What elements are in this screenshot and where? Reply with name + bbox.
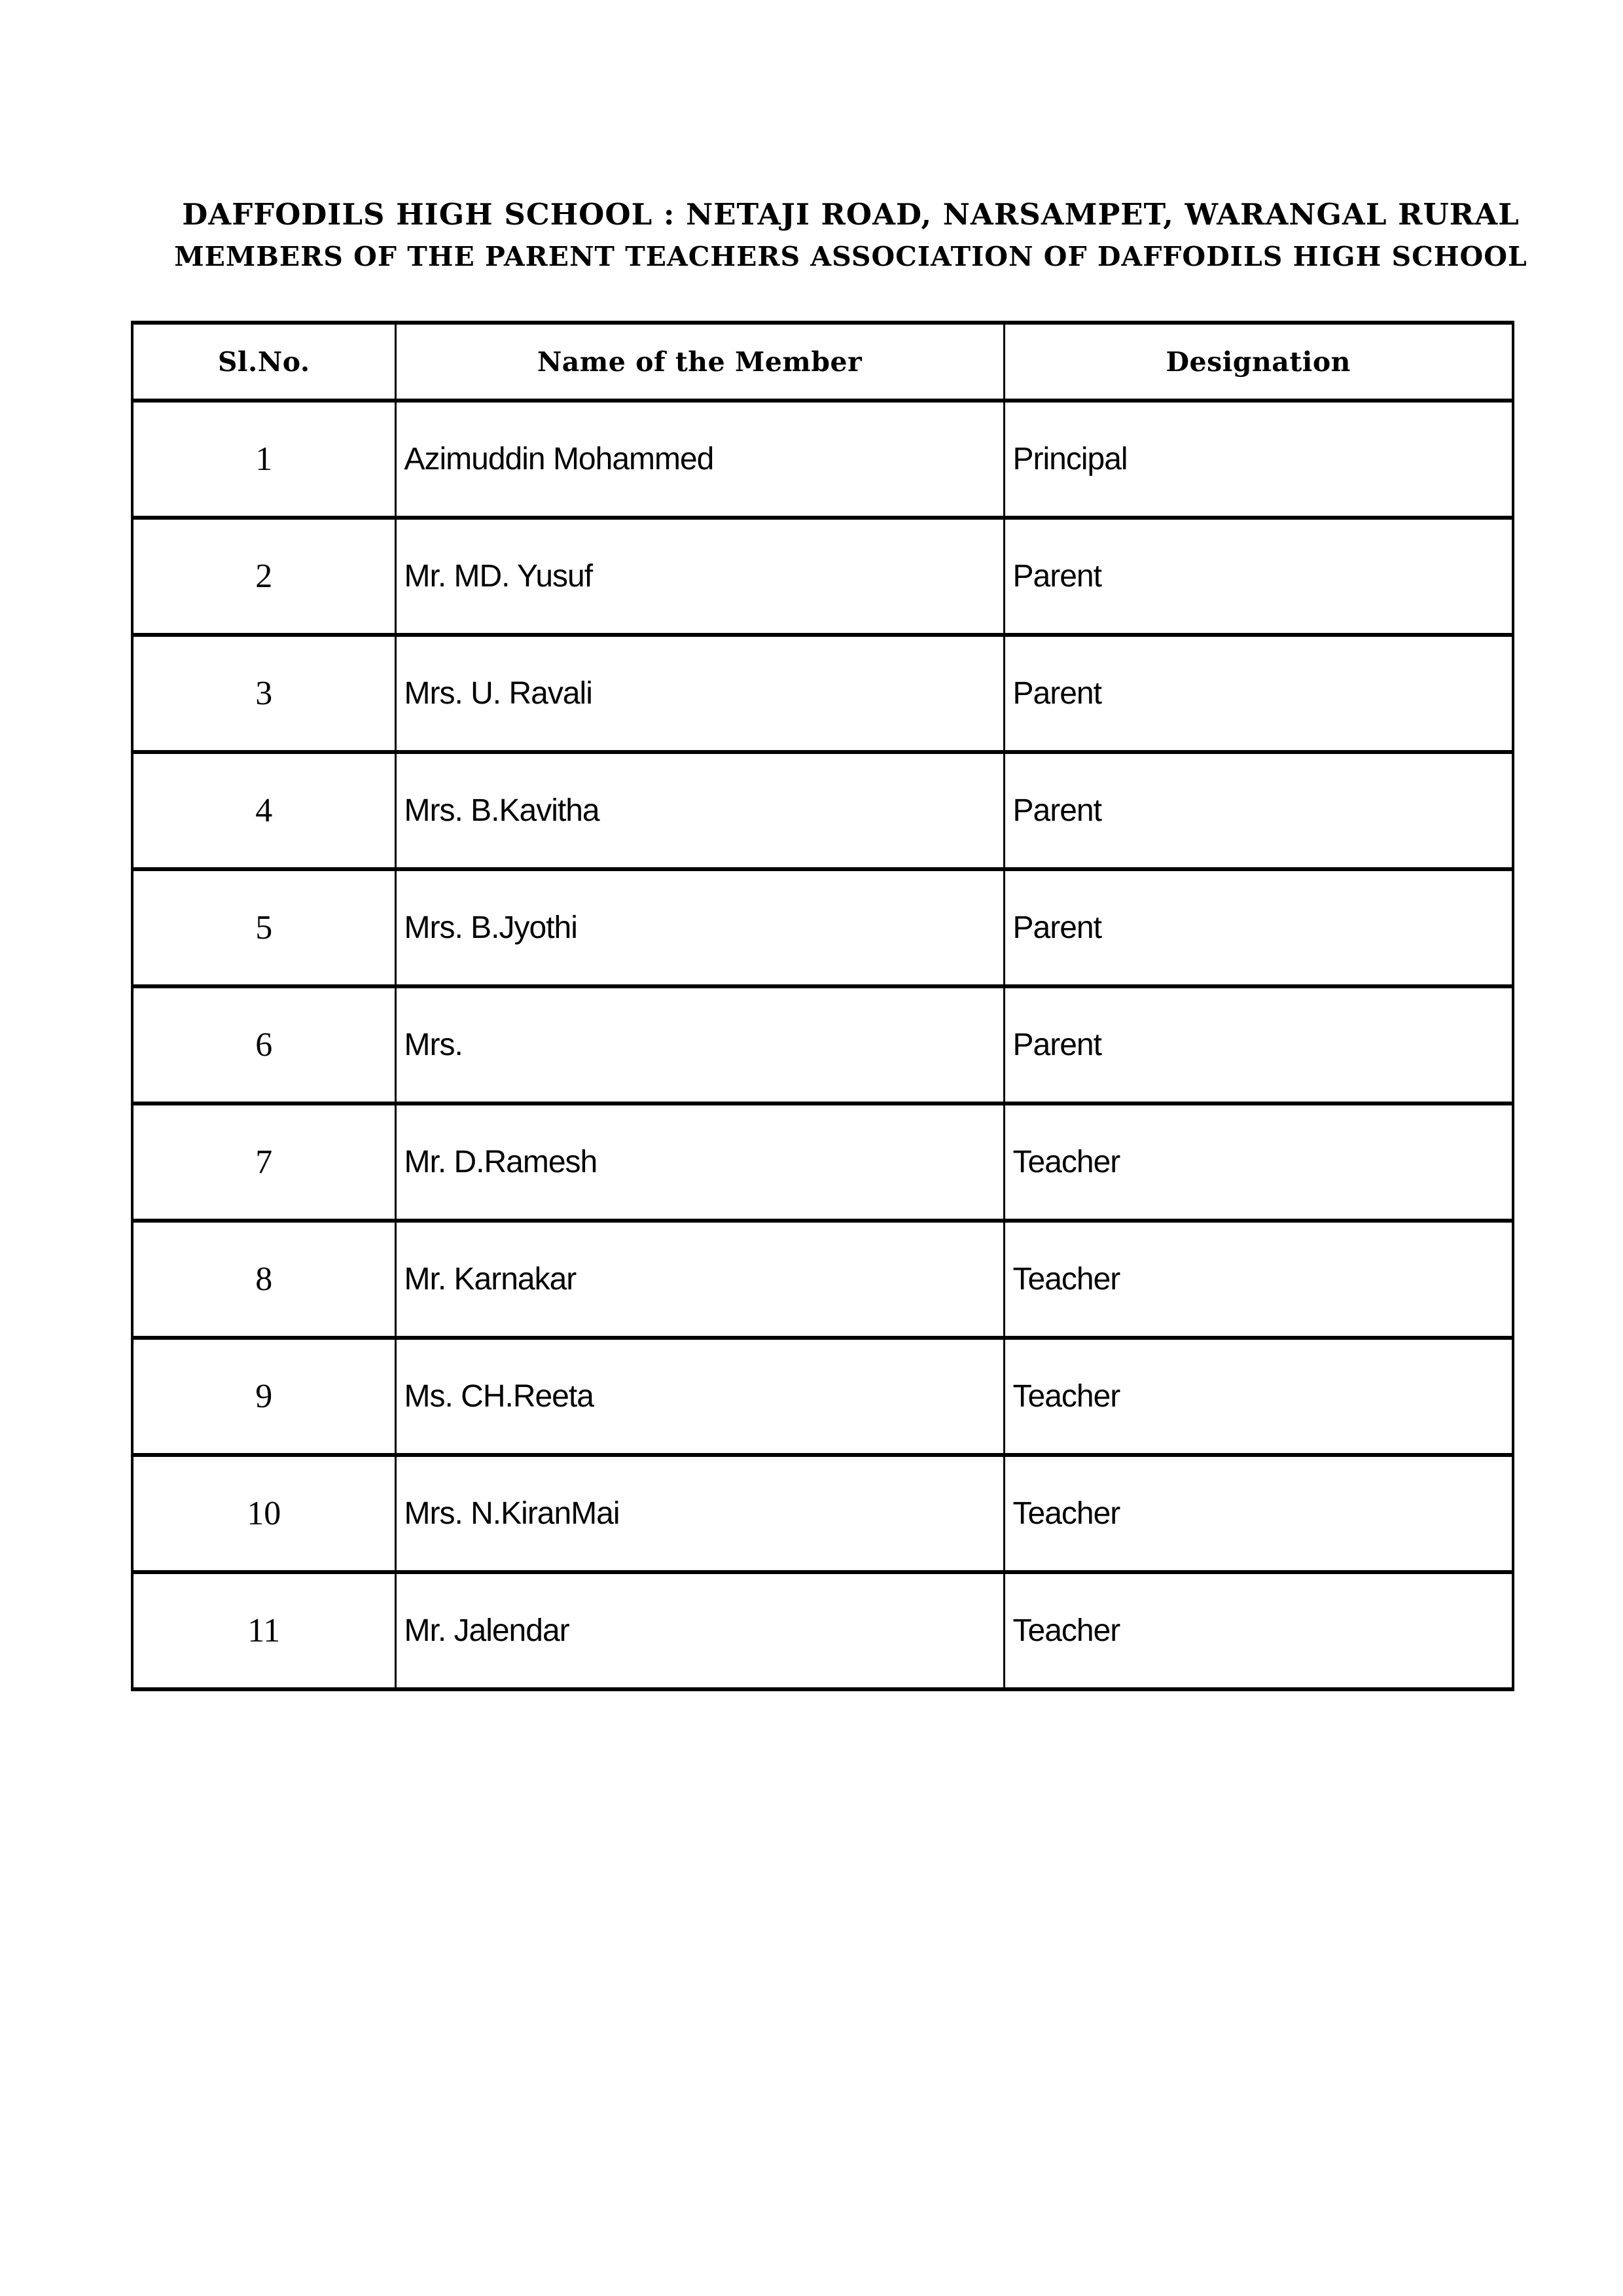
- pta-members-table: [131, 321, 1514, 1691]
- table-row: [132, 1455, 1513, 1572]
- name-cell: Mrs. B.Jyothi: [395, 869, 1004, 986]
- slno-cell: 5: [132, 869, 395, 986]
- table-row: [132, 1572, 1513, 1689]
- slno-cell: 3: [132, 635, 395, 752]
- pta-members-subtitle: MEMBERS OF THE PARENT TEACHERS ASSOCIATION OF DAFFODILS HIGH SCHOOL: [174, 240, 1527, 272]
- table-row: [132, 869, 1513, 986]
- name-cell: Mr. MD. Yusuf: [395, 518, 1004, 635]
- name-cell: Mr. D.Ramesh: [395, 1103, 1004, 1221]
- name-cell: Ms. CH.Reeta: [395, 1338, 1004, 1455]
- school-address-title: DAFFODILS HIGH SCHOOL : NETAJI ROAD, NARSAMPET, WARANGAL RURAL: [182, 197, 1520, 232]
- table-row: [132, 401, 1513, 518]
- header-designation: Designation: [1004, 323, 1513, 401]
- designation-cell: Parent: [1004, 986, 1513, 1103]
- slno-cell: 8: [132, 1221, 395, 1338]
- designation-cell: Parent: [1004, 752, 1513, 869]
- name-cell: Mrs. U. Ravali: [395, 635, 1004, 752]
- table-row: [132, 1221, 1513, 1338]
- slno-cell: 7: [132, 1103, 395, 1221]
- name-cell: Mr. Karnakar: [395, 1221, 1004, 1338]
- designation-cell: Parent: [1004, 869, 1513, 986]
- header-member-name: Name of the Member: [395, 323, 1004, 401]
- designation-cell: Parent: [1004, 635, 1513, 752]
- document-title: [164, 198, 1538, 272]
- header-sl-no: Sl.No.: [132, 323, 395, 401]
- name-cell: Mrs. N.KiranMai: [395, 1455, 1004, 1572]
- designation-cell: Teacher: [1004, 1338, 1513, 1455]
- table-row: [132, 518, 1513, 635]
- designation-cell: Teacher: [1004, 1221, 1513, 1338]
- table-row: [132, 1338, 1513, 1455]
- name-cell: Mr. Jalendar: [395, 1572, 1004, 1689]
- table-row: [132, 635, 1513, 752]
- name-cell: Azimuddin Mohammed: [395, 401, 1004, 518]
- designation-cell: Principal: [1004, 401, 1513, 518]
- table-row: [132, 986, 1513, 1103]
- slno-cell: 1: [132, 401, 395, 518]
- slno-cell: 4: [132, 752, 395, 869]
- slno-cell: 10: [132, 1455, 395, 1572]
- designation-cell: Teacher: [1004, 1455, 1513, 1572]
- name-cell: Mrs. B.Kavitha: [395, 752, 1004, 869]
- table-header-row: [132, 323, 1513, 401]
- table-row: [132, 1103, 1513, 1221]
- slno-cell: 9: [132, 1338, 395, 1455]
- slno-cell: 11: [132, 1572, 395, 1689]
- designation-cell: Teacher: [1004, 1572, 1513, 1689]
- name-cell: Mrs.: [395, 986, 1004, 1103]
- designation-cell: Parent: [1004, 518, 1513, 635]
- table-row: [132, 752, 1513, 869]
- slno-cell: 2: [132, 518, 395, 635]
- slno-cell: 6: [132, 986, 395, 1103]
- designation-cell: Teacher: [1004, 1103, 1513, 1221]
